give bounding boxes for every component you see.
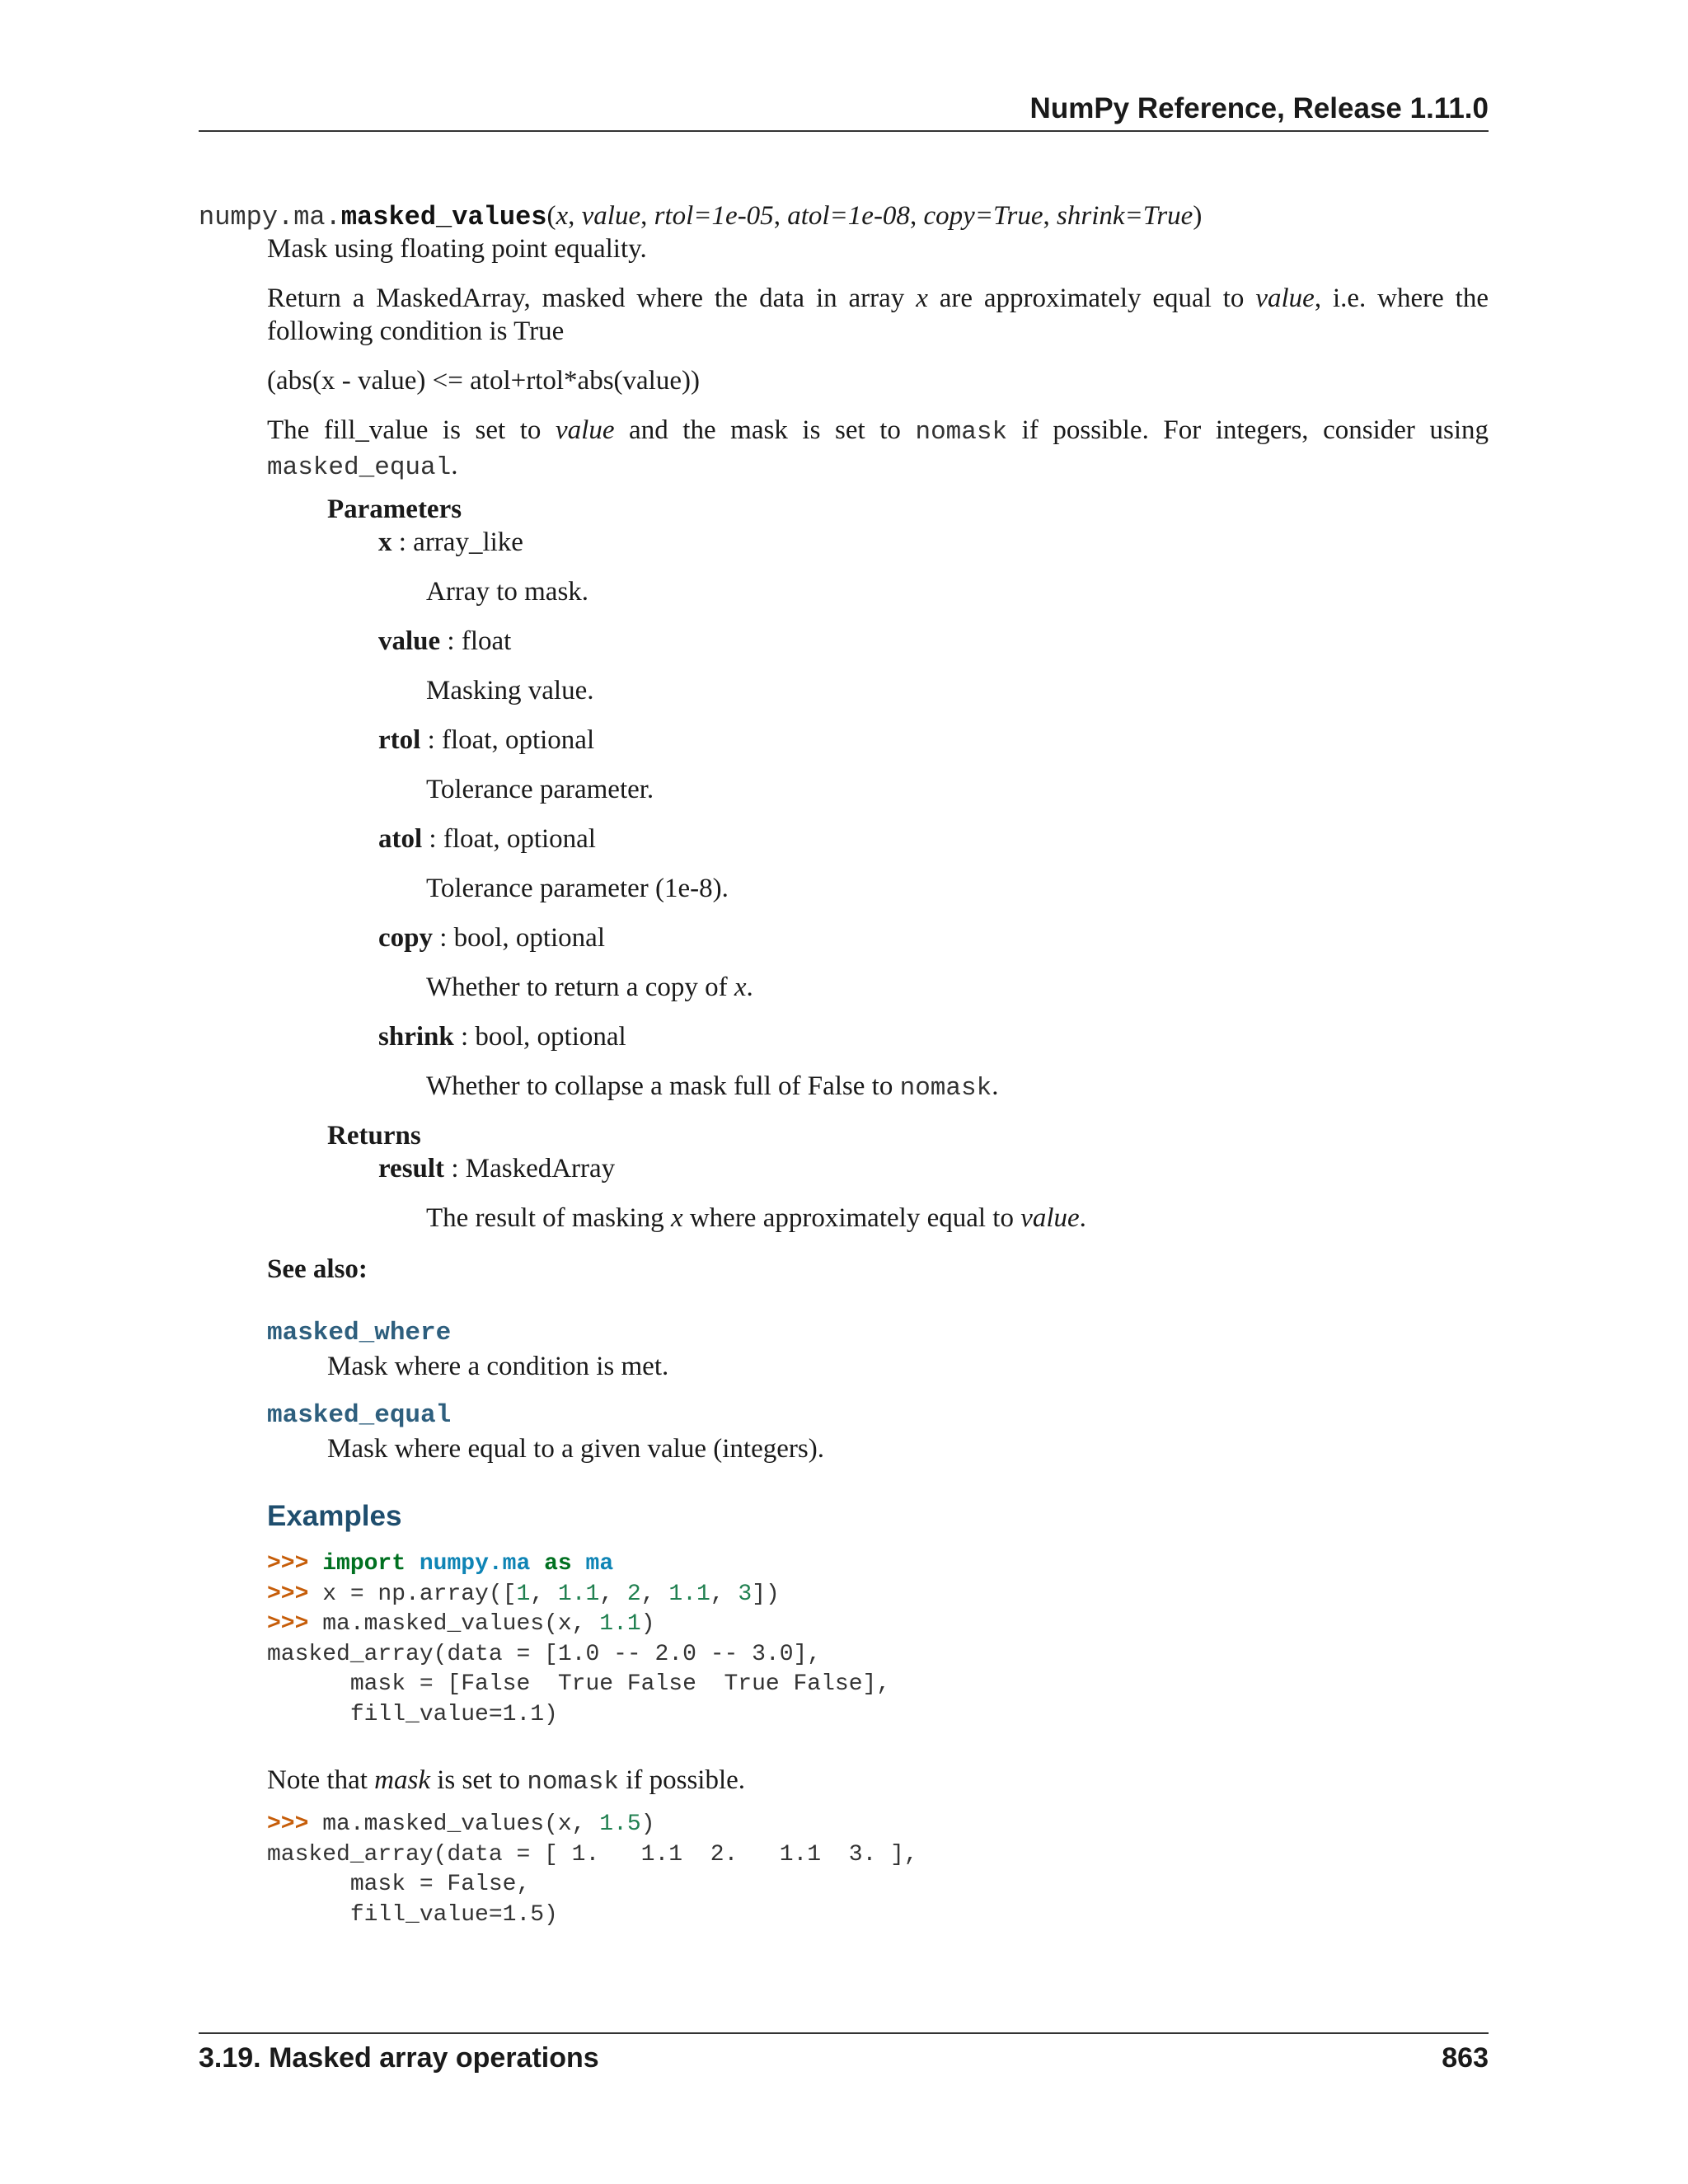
signature-param-atol: atol=1e-08: [787, 201, 910, 231]
summary-text: Mask using floating point equality.: [267, 234, 647, 264]
note-paragraph: Note that mask is set to nomask if possible.: [267, 1765, 746, 1797]
param-value-desc: Masking value.: [426, 676, 594, 705]
see-also-link-masked-equal[interactable]: masked_equal: [267, 1401, 452, 1430]
signature-param-x: x: [556, 201, 569, 231]
parameters-heading: Parameters: [327, 494, 462, 524]
header-rule: [199, 130, 1489, 132]
param-atol: atol : float, optional: [378, 824, 596, 854]
signature-open-paren: (: [546, 201, 556, 231]
see-also-link-masked-where[interactable]: masked_where: [267, 1319, 452, 1347]
see-also-desc-masked-where: Mask where a condition is met.: [327, 1352, 669, 1381]
running-header: NumPy Reference, Release 1.11.0: [1029, 92, 1489, 124]
footer-page-number: 863: [1442, 2042, 1489, 2074]
return-result-desc: The result of masking x where approximately equal to value.: [426, 1203, 1086, 1233]
footer-rule: [199, 2032, 1489, 2034]
signature-param-value: value: [581, 201, 641, 231]
masked-equal-code: masked_equal: [267, 453, 452, 482]
examples-heading: Examples: [267, 1500, 402, 1532]
param-shrink: shrink : bool, optional: [378, 1022, 626, 1052]
example-code-block-2: >>> ma.masked_values(x, 1.5) masked_array(data = [ 1. 1.1 2. 1.1 3. ], mask = False, fill_value=1.5): [267, 1811, 918, 1928]
see-also-heading: See also:: [267, 1254, 368, 1284]
signature-close-paren: ): [1193, 201, 1203, 231]
signature-param-rtol: rtol=1e-05: [654, 201, 774, 231]
signature-param-copy: copy=True: [923, 201, 1043, 231]
condition-formula: (abs(x - value) <= atol+rtol*abs(value)): [267, 366, 700, 396]
param-atol-desc: Tolerance parameter (1e-8).: [426, 874, 729, 903]
fill-value-paragraph: The fill_value is set to value and the mask is set to nomask if possible. For integers, consider using masked_equal.: [267, 415, 1489, 482]
returns-heading: Returns: [327, 1121, 421, 1151]
param-x: x : array_like: [378, 527, 523, 557]
signature-function-name: masked_values: [340, 202, 547, 232]
param-copy: copy : bool, optional: [378, 923, 605, 953]
param-value: value : float: [378, 626, 512, 656]
param-x-desc: Array to mask.: [426, 577, 589, 607]
param-rtol-desc: Tolerance parameter.: [426, 775, 654, 804]
return-result: result : MaskedArray: [378, 1154, 616, 1183]
param-shrink-desc: Whether to collapse a mask full of False to nomask.: [426, 1071, 999, 1103]
see-also-desc-masked-equal: Mask where equal to a given value (integers).: [327, 1434, 824, 1464]
signature-module: numpy.ma.: [199, 202, 341, 232]
function-signature: numpy.ma.masked_values(x, value, rtol=1e-05, atol=1e-08, copy=True, shrink=True): [199, 201, 1203, 232]
param-copy-desc: Whether to return a copy of x.: [426, 972, 753, 1002]
signature-param-shrink: shrink=True: [1057, 201, 1193, 231]
footer-section-title: 3.19. Masked array operations: [199, 2042, 599, 2074]
param-rtol: rtol : float, optional: [378, 725, 595, 755]
description-paragraph: Return a MaskedArray, masked where the data in array x are approximately equal to value, i.e. where the following condition is True: [267, 284, 1489, 346]
nomask-code: nomask: [915, 418, 1008, 447]
example-code-block-1: >>> import numpy.ma as ma >>> x = np.array([1, 1.1, 2, 1.1, 3]) >>> ma.masked_values(x, 1.1) masked_array(data = [1.0 -- 2.0 -- 3.0], mask = [False True False True False], fill_value=1.1): [267, 1551, 891, 1727]
